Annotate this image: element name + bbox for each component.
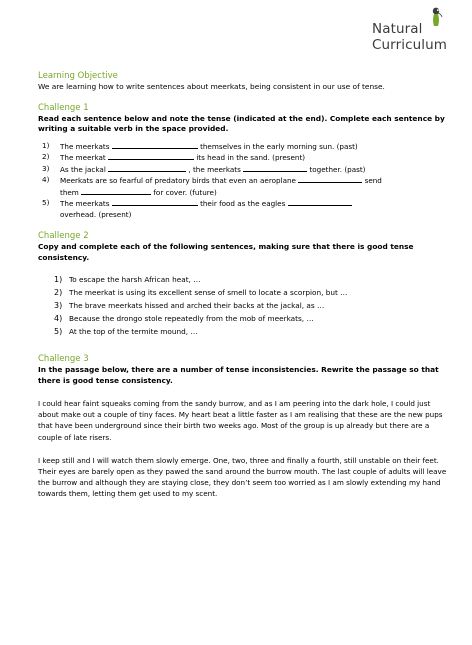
list-item xyxy=(38,198,448,220)
tense-label: (past) xyxy=(344,164,366,174)
learning-objective-heading: Learning Objective xyxy=(38,71,118,81)
list-item xyxy=(38,141,448,153)
sentence-starter: The brave meerkats hissed and arched their backs at the jackal, as … xyxy=(69,301,325,310)
sentence-part: The meerkat xyxy=(60,153,106,162)
challenge-2-list xyxy=(38,273,448,338)
answer-blank[interactable] xyxy=(81,187,151,195)
sentence-part: together. xyxy=(309,164,343,174)
sentence-part: Meerkats are so fearful of predatory birds that even an aeroplane xyxy=(60,176,296,185)
logo-line-curriculum: Curriculum xyxy=(372,37,448,53)
sentence-part: themselves in the early morning sun. xyxy=(200,141,335,151)
sentence-part: send xyxy=(364,176,382,185)
item-number: 5) xyxy=(42,198,50,207)
tense-label: (present) xyxy=(98,209,132,219)
challenge-3-instructions: In the passage below, there are a number of tense inconsistencies. Rewrite the passage so that there is good tense consistency. xyxy=(38,365,439,385)
sentence-starter: The meerkat is using its excellent sense of smell to locate a scorpion, but … xyxy=(69,288,348,297)
item-number: 3) xyxy=(54,301,63,310)
logo-line-natural: Natural xyxy=(372,21,423,37)
tense-label: (present) xyxy=(272,153,306,162)
sentence-part: The meerkats xyxy=(60,141,110,151)
item-number: 3) xyxy=(42,163,50,173)
answer-blank[interactable] xyxy=(112,198,198,206)
list-item xyxy=(38,273,448,286)
sentence-part: The meerkats xyxy=(60,199,110,208)
challenge-1-heading: Challenge 1 xyxy=(38,102,89,113)
challenge-1-list xyxy=(38,141,448,221)
item-number: 2) xyxy=(54,288,63,297)
natural-curriculum-logo xyxy=(372,5,464,61)
item-number: 2) xyxy=(42,152,50,161)
list-item xyxy=(38,325,448,338)
sentence-part: As the jackal xyxy=(60,164,106,174)
challenge-1-instructions: Read each sentence below and note the tense (indicated at the end). Complete each sentence by writing a suitable verb in the space provided. xyxy=(38,113,445,133)
passage-paragraph-1: I could hear faint squeaks coming from the sandy burrow, and as I am peering into the dark hole, I could just about make out a couple of tiny faces. My heart beat a little faster as I am realising that these are the new pups that have been underground since their birth two weeks ago. Most of the group is up already but there are a couple of late risers. xyxy=(38,399,443,442)
tense-label: (future) xyxy=(189,187,217,197)
item-number: 1) xyxy=(54,275,63,284)
answer-blank[interactable] xyxy=(243,164,307,172)
challenge-3-heading: Challenge 3 xyxy=(38,354,89,364)
sentence-part: its head in the sand. xyxy=(196,153,270,162)
answer-blank[interactable] xyxy=(298,175,362,183)
learning-objective-text: We are learning how to write sentences about meerkats, being consistent in our use of tense. xyxy=(38,82,385,91)
tense-label: (past) xyxy=(336,141,358,151)
answer-blank[interactable] xyxy=(112,141,198,149)
item-number: 4) xyxy=(42,175,50,184)
passage-paragraph-2: I keep still and I will watch them slowly emerge. One, two, three and finally a fourth, still unstable on their feet. Their eyes are barely open as they pawed the sand around the burrow mouth. The last couple of adults will leave the burrow and although they are staying close, they don’t seem too worried as I am slowly extending my hand towards them, letting them get used to my scent. xyxy=(38,455,447,499)
list-item xyxy=(38,286,448,299)
list-item xyxy=(38,312,448,325)
answer-blank[interactable] xyxy=(108,152,194,160)
worksheet-content xyxy=(38,71,448,500)
sentence-part: their food as the eagles xyxy=(200,199,286,208)
item-number: 4) xyxy=(54,314,63,323)
list-item xyxy=(38,299,448,312)
sentence-part: overhead. xyxy=(60,209,97,219)
list-item xyxy=(38,175,448,198)
sentence-starter: Because the drongo stole repeatedly from the mob of meerkats, … xyxy=(69,314,314,323)
sentence-part: for cover. xyxy=(153,187,188,197)
answer-blank[interactable] xyxy=(288,198,352,206)
item-number: 5) xyxy=(54,327,63,336)
sentence-starter: To escape the harsh African heat, … xyxy=(69,275,201,284)
sentence-part: , the meerkats xyxy=(188,164,241,174)
meerkat-silhouette-icon xyxy=(428,5,444,27)
challenge-2-instructions: Copy and complete each of the following sentences, making sure that there is good tense consistency. xyxy=(38,242,414,262)
item-number: 1) xyxy=(42,140,50,150)
sentence-starter: At the top of the termite mound, … xyxy=(69,327,198,336)
answer-blank[interactable] xyxy=(108,164,186,172)
sentence-part: them xyxy=(60,187,79,197)
list-item xyxy=(38,152,448,164)
challenge-2-heading: Challenge 2 xyxy=(38,231,89,241)
list-item xyxy=(38,164,448,176)
